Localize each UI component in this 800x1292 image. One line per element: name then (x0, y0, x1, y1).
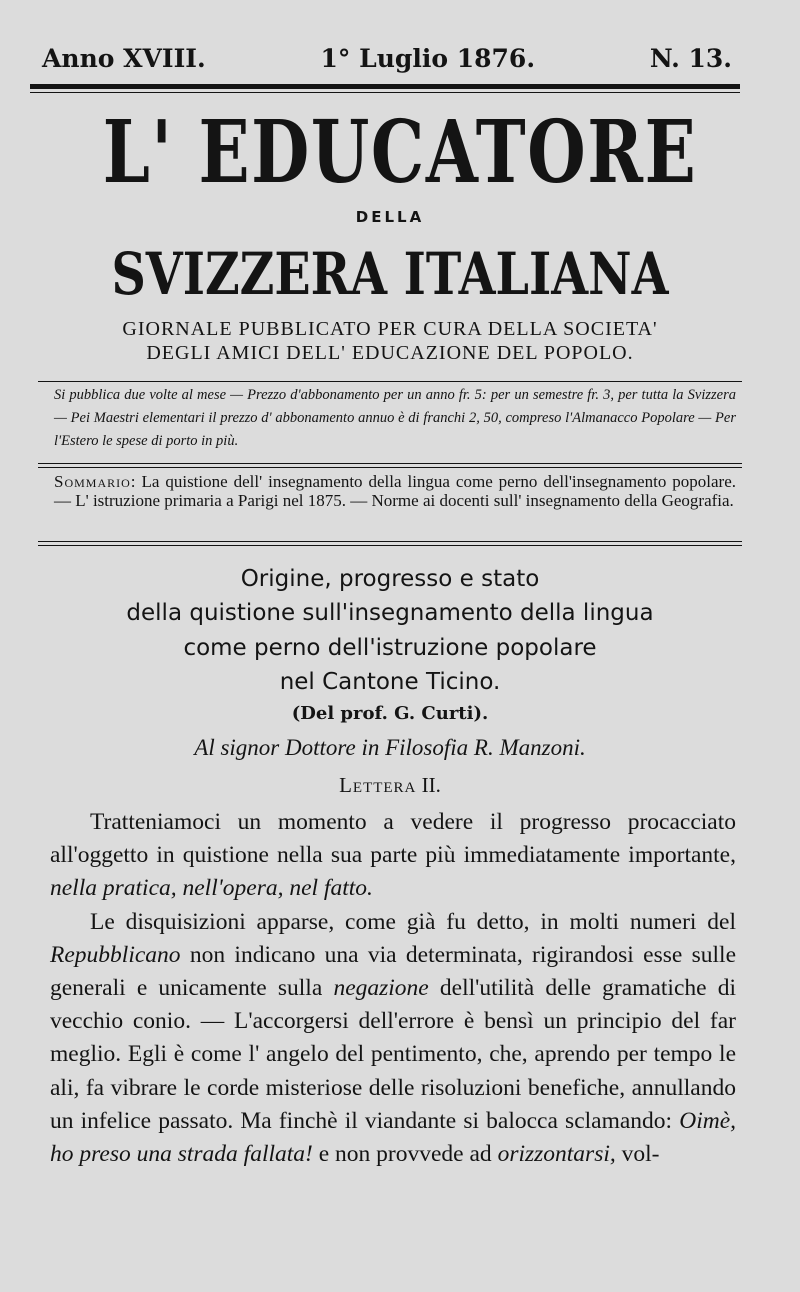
newspaper-subtitle: SVIZZERA ITALIANA (111, 240, 669, 308)
letter-label: Lettera (339, 773, 417, 797)
paragraph-2-text-d: e non provvede ad (312, 1141, 498, 1168)
letter-number: II. (421, 773, 441, 797)
divider-rule (38, 541, 742, 542)
divider-rule (38, 545, 742, 546)
article-title-line-2: della quistione sull'insegnamento della lingua (126, 600, 654, 626)
paragraph-2-text-a: Le disquisizioni apparse, come già fu detto, in molti numeri del (90, 908, 736, 935)
summary-label: Sommario (54, 472, 131, 491)
issue-date: 1° Luglio 1876. (320, 44, 536, 73)
paragraph-2-emphasis-3: Oimè, ho preso una strada fallata! (50, 1107, 736, 1168)
issue-header (42, 44, 732, 73)
paragraph-2-emphasis-2: negazione (333, 975, 429, 1002)
article-body (50, 806, 736, 1171)
paragraph-2-emphasis-1: Repubblicano (50, 941, 181, 968)
summary-text: : La quistione dell' insegnamento della lingua come perno dell'insegnamento popolare. — L' istruzione primaria a Parigi nel 1875. — Norme ai docenti sull' insegnamento della Geografia. (54, 472, 736, 510)
paragraph-1 (50, 806, 736, 906)
header-rule (30, 84, 740, 89)
paragraph-2-emphasis-4: orizzontarsi, (497, 1141, 616, 1168)
tagline-line-2: DEGLI AMICI DELL' EDUCAZIONE DEL POPOLO. (146, 342, 634, 364)
article-title-line-3: come perno dell'istruzione popolare (183, 635, 597, 661)
newspaper-title: L' EDUCATORE (102, 102, 698, 203)
paragraph-2 (50, 906, 736, 1172)
article-byline: (Del prof. G. Curti). (291, 703, 489, 724)
subscription-info: Si pubblica due volte al mese — Prezzo d'abbonamento per un anno fr. 5: per un semestre fr. 3, per tutta la Svizzera — Pei Maestri elementari il prezzo d' abbonamento annuo è di franchi 2, 50, compreso l'Almanacco Popolare — Per l'Estero le spese di porto in più. (54, 387, 736, 449)
tagline-line-1: GIORNALE PUBBLICATO PER CURA DELLA SOCIETA' (122, 318, 658, 340)
paragraph-2-text-e: vol- (615, 1141, 660, 1168)
volume-label: Anno XVIII. (42, 44, 206, 73)
paragraph-2-text-c: dell'utilità delle gramatiche di vecchio conio. — L'accorgersi dell'errore è bensì un principio del far meglio. Egli è come l' angelo del pentimento, che, aprendo per tempo le ali, fa vibrare le corde misteriose delle risoluzioni benefiche, annullando un infelice passato. Ma finchè il viandante si balocca sclamando: (50, 975, 736, 1134)
paragraph-1-emphasis: nella pratica, nell'opera, nel fatto. (50, 875, 373, 902)
summary-block (54, 472, 736, 510)
article-title-line-1: Origine, progresso e stato (240, 566, 540, 592)
header-rule-thin (30, 92, 740, 93)
paragraph-2-text-b: non indicano una via determinata, rigirandosi esse sulle generali e unicamente sulla (50, 941, 736, 1002)
letter-addressee: Al signor Dottore in Filosofia R. Manzoni. (194, 735, 586, 760)
paragraph-1-text: Tratteniamoci un momento a vedere il progresso procacciato all'oggetto in quistione nella sua parte più immediatamente importante, (50, 809, 736, 869)
divider-rule (38, 467, 742, 468)
letter-heading (0, 773, 780, 798)
issue-number: N. 13. (649, 44, 732, 73)
divider-rule (38, 381, 742, 382)
masthead-della: DELLA (355, 208, 425, 226)
article-title-line-4: nel Cantone Ticino. (279, 669, 501, 695)
divider-rule (38, 463, 742, 464)
